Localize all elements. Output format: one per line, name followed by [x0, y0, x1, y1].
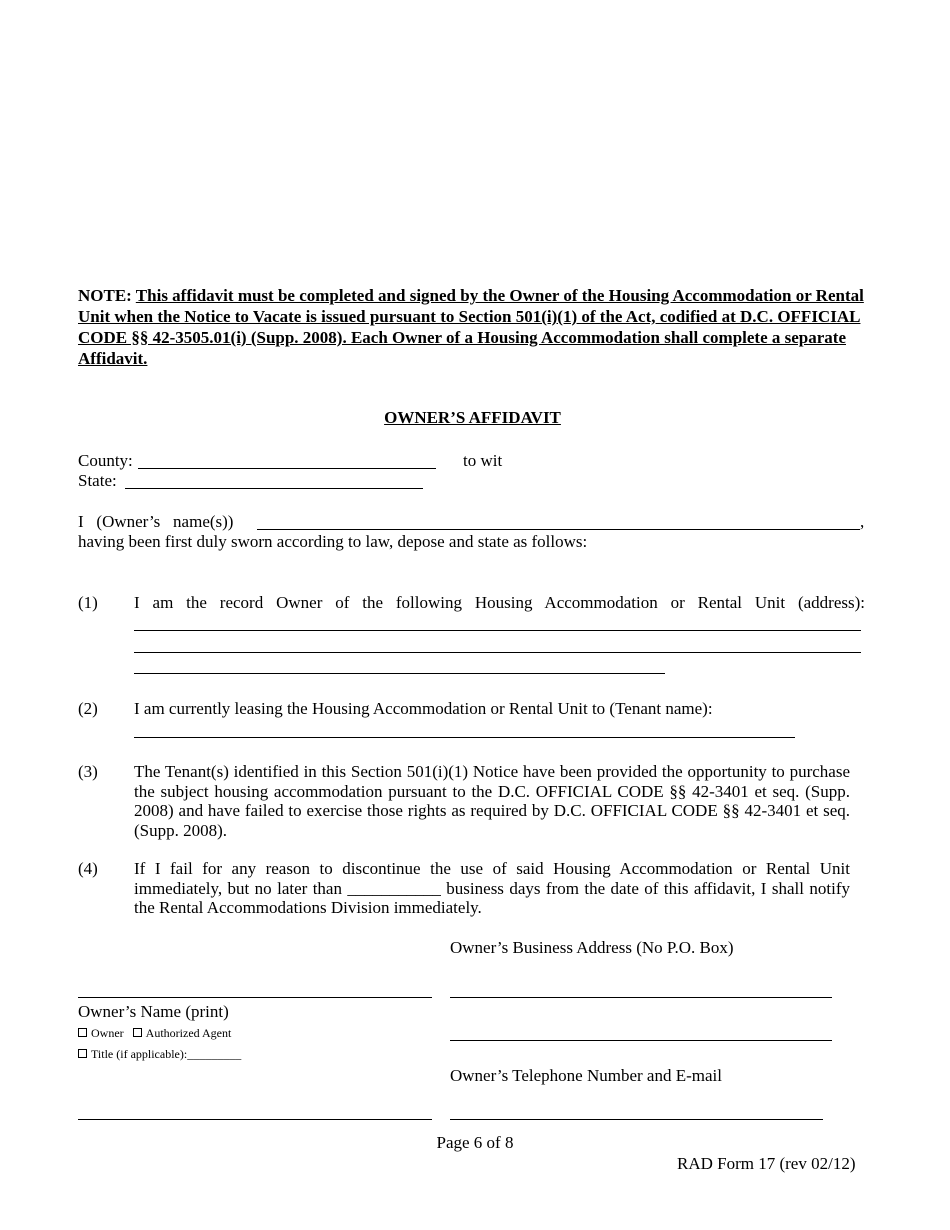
item-3-text: The Tenant(s) identified in this Section 501(i)(1) Notice have been provided the opportunity to purchase the subject housing accommodation pursuant to the D.C. OFFICIAL CODE §§ 42-3401 et seq. (Supp. 2008) and have failed to exercise those rights as required by D.C. OFFICIAL CODE §§ 42-3401 et seq. (Supp. 2008). — [134, 762, 850, 840]
title-checkbox-label: Title (if applicable):_________ — [91, 1047, 242, 1061]
business-address-line-1[interactable] — [450, 997, 832, 998]
agent-checkbox-label: Authorized Agent — [145, 1026, 232, 1040]
item-1-number: (1) — [78, 593, 98, 612]
telephone-label: Owner’s Telephone Number and E-mail — [450, 1066, 722, 1085]
signature-line[interactable] — [78, 1119, 432, 1120]
tenant-name-field[interactable] — [134, 737, 795, 738]
owner-name-suffix: , — [860, 512, 865, 531]
owner-name-field[interactable] — [257, 529, 860, 530]
title-checkbox[interactable] — [78, 1049, 87, 1058]
page-number: Page 6 of 8 — [436, 1133, 514, 1152]
item-3-number: (3) — [78, 762, 98, 781]
note-text: This affidavit must be completed and signed by the Owner of the Housing Accommodation or Rental Unit when the Notice to Vacate is issued pursuant to Section 501(i)(1) of the Act, codified at D.C. OFFICIAL CODE §§ 42-3505.01(i) (Supp. 2008). Each Owner of a Housing Accommodation shall complete a separate Affidavit. — [78, 286, 864, 368]
agent-checkbox[interactable] — [133, 1028, 142, 1037]
item-2-number: (2) — [78, 699, 98, 718]
item-4-number: (4) — [78, 859, 98, 878]
telephone-field[interactable] — [450, 1119, 823, 1120]
owner-checkbox-label: Owner — [91, 1026, 124, 1040]
form-title: OWNER’S AFFIDAVIT — [384, 408, 561, 427]
role-checkboxes — [78, 1026, 231, 1040]
note-block — [78, 285, 868, 369]
business-address-label: Owner’s Business Address (No P.O. Box) — [450, 938, 734, 957]
to-wit-text: to wit — [463, 451, 503, 470]
item-2-text: I am currently leasing the Housing Accommodation or Rental Unit to (Tenant name): — [134, 699, 713, 718]
county-label: County: — [78, 451, 133, 470]
sworn-statement: having been first duly sworn according to law, depose and state as follows: — [78, 532, 588, 551]
address-line-1[interactable] — [134, 630, 861, 631]
state-field[interactable] — [125, 488, 423, 489]
state-label: State: — [78, 471, 117, 490]
address-line-3[interactable] — [134, 673, 665, 674]
owner-name-print-field[interactable] — [78, 997, 432, 998]
form-id: RAD Form 17 (rev 02/12) — [677, 1154, 856, 1173]
county-field[interactable] — [138, 468, 436, 469]
owner-name-prefix: I (Owner’s name(s)) — [78, 512, 234, 531]
item-1-text: I am the record Owner of the following Housing Accommodation or Rental Unit (address): — [134, 593, 865, 612]
note-label: NOTE: — [78, 286, 132, 305]
owner-name-print-label: Owner’s Name (print) — [78, 1002, 229, 1021]
title-row — [78, 1047, 241, 1061]
address-line-2[interactable] — [134, 652, 861, 653]
item-4-text: If I fail for any reason to discontinue the use of said Housing Accommodation or Rental Unit immediately, but no later than ___________ business days from the date of this affidavit, I shall notify the Rental Accommodations Division immediately. — [134, 859, 850, 917]
business-address-line-2[interactable] — [450, 1040, 832, 1041]
owner-checkbox[interactable] — [78, 1028, 87, 1037]
